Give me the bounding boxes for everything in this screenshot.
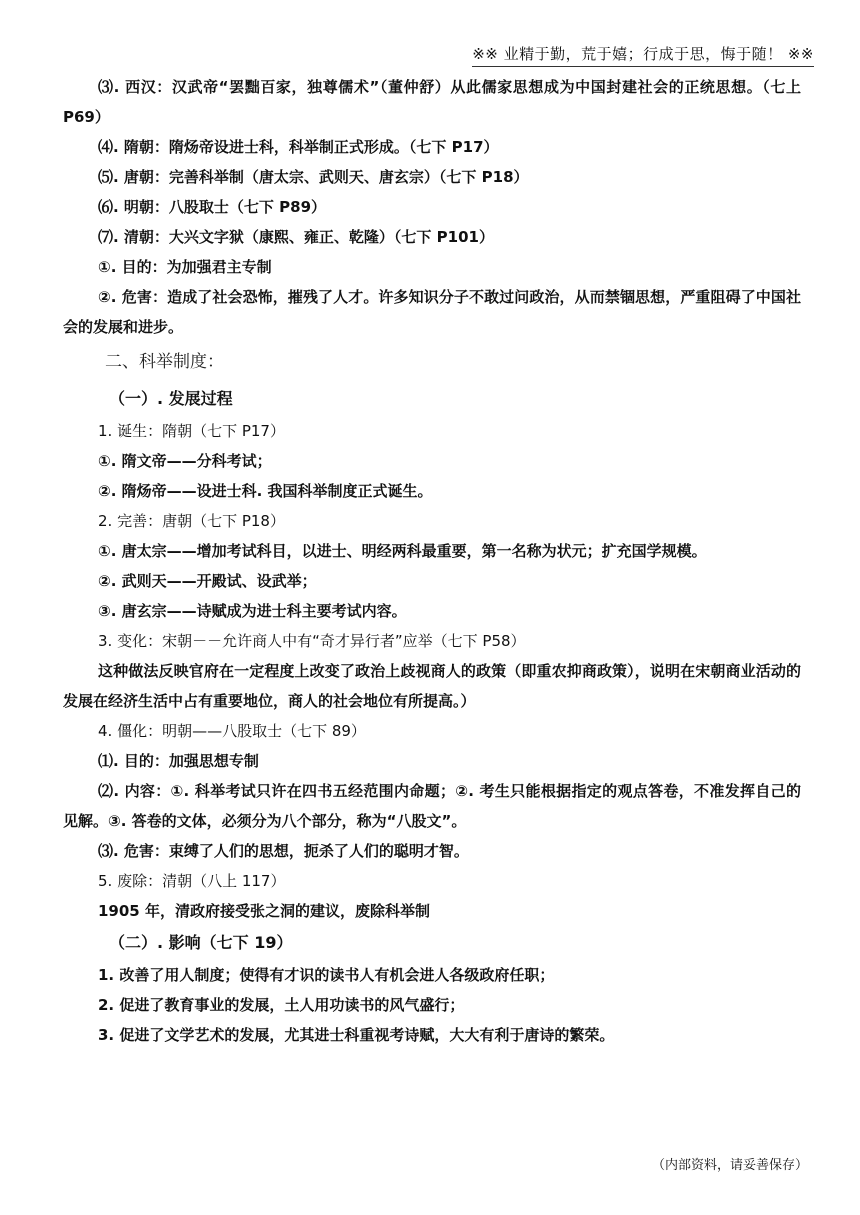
- item-rigid-a: ⑴. 目的：加强思想专制: [98, 752, 259, 770]
- item-perfect-b: ②. 武则天——开殿试、设武举；: [98, 572, 317, 590]
- item-rigid-c: ⑶. 危害：束缚了人们的思想，扼杀了人们的聪明才智。: [98, 842, 469, 860]
- item-perfect-a: ①. 唐太宗——增加考试科目，以进士、明经两科最重要，第一名称为状元；扩充国学规模。: [98, 542, 707, 560]
- subsection-title-impact: （二）. 影响（七下 19）: [109, 933, 293, 952]
- item-qing-dynasty: ⑺. 清朝：大兴文字狱（康熙、雍正、乾隆）（七下 P101）: [98, 228, 494, 246]
- item-ming-dynasty: ⑹. 明朝：八股取士（七下 P89）: [98, 198, 327, 216]
- item-impact-3: 3. 促进了文学艺术的发展，尤其进士科重视考诗赋，大大有利于唐诗的繁荣。: [98, 1026, 615, 1044]
- document-body: [63, 72, 801, 1050]
- item-abolish: 5. 废除：清朝（八上 117）: [98, 872, 286, 890]
- item-impact-2: 2. 促进了教育事业的发展，土人用功读书的风气盛行；: [98, 996, 465, 1014]
- item-qing-purpose: ①. 目的：为加强君主专制: [98, 258, 272, 276]
- item-change-paragraph: 这种做法反映官府在一定程度上改变了政治上歧视商人的政策（即重农抑商政策），说明在宋朝商业活动的发展在经济生活中占有重要地位，商人的社会地位有所提高。）: [63, 662, 801, 710]
- section-title-keju: 二、科举制度：: [105, 352, 224, 372]
- item-perfect-c: ③. 唐玄宗——诗赋成为进士科主要考试内容。: [98, 602, 407, 620]
- item-birth: 1. 诞生：隋朝（七下 P17）: [98, 422, 285, 440]
- item-qing-harm: ②. 危害：造成了社会恐怖，摧残了人才。许多知识分子不敢过问政治，从而禁锢思想，严重阻碍了中国社会的发展和进步。: [63, 288, 801, 336]
- subsection-title-development: （一）. 发展过程: [109, 389, 233, 408]
- page-header-motto: ※※ 业精于勤，荒于嬉；行成于思，悔于随！ ※※: [472, 43, 814, 67]
- item-perfect: 2. 完善：唐朝（七下 P18）: [98, 512, 285, 530]
- item-rigid: 4. 僵化：明朝——八股取士（七下 89）: [98, 722, 366, 740]
- item-change: 3. 变化：宋朝－－允许商人中有“奇才异行者”应举（七下 P58）: [98, 632, 526, 650]
- item-tang-dynasty: ⑸. 唐朝：完善科举制（唐太宗、武则天、唐玄宗）（七下 P18）: [98, 168, 529, 186]
- item-birth-b: ②. 隋炀帝——设进士科. 我国科举制度正式诞生。: [98, 482, 433, 500]
- page-footer-note: （内部资料，请妥善保存）: [651, 1158, 808, 1173]
- item-birth-a: ①. 隋文帝——分科考试；: [98, 452, 272, 470]
- item-sui-dynasty: ⑷. 隋朝：隋炀帝设进士科，科举制正式形成。（七下 P17）: [98, 138, 499, 156]
- item-impact-1: 1. 改善了用人制度；使得有才识的读书人有机会进人各级政府任职；: [98, 966, 555, 984]
- item-western-han: ⑶. 西汉：汉武帝“罢黜百家，独尊儒术”（董仲舒）从此儒家思想成为中国封建社会的正统思想。（七上 P69）: [63, 78, 801, 126]
- item-rigid-b: ⑵. 内容：①. 科举考试只许在四书五经范围内命题；②. 考生只能根据指定的观点答卷，不准发挥自己的见解。③. 答卷的文体，必须分为八个部分，称为“八股文”。: [63, 782, 801, 830]
- item-abolish-a: 1905 年，清政府接受张之洞的建议，废除科举制: [98, 902, 430, 920]
